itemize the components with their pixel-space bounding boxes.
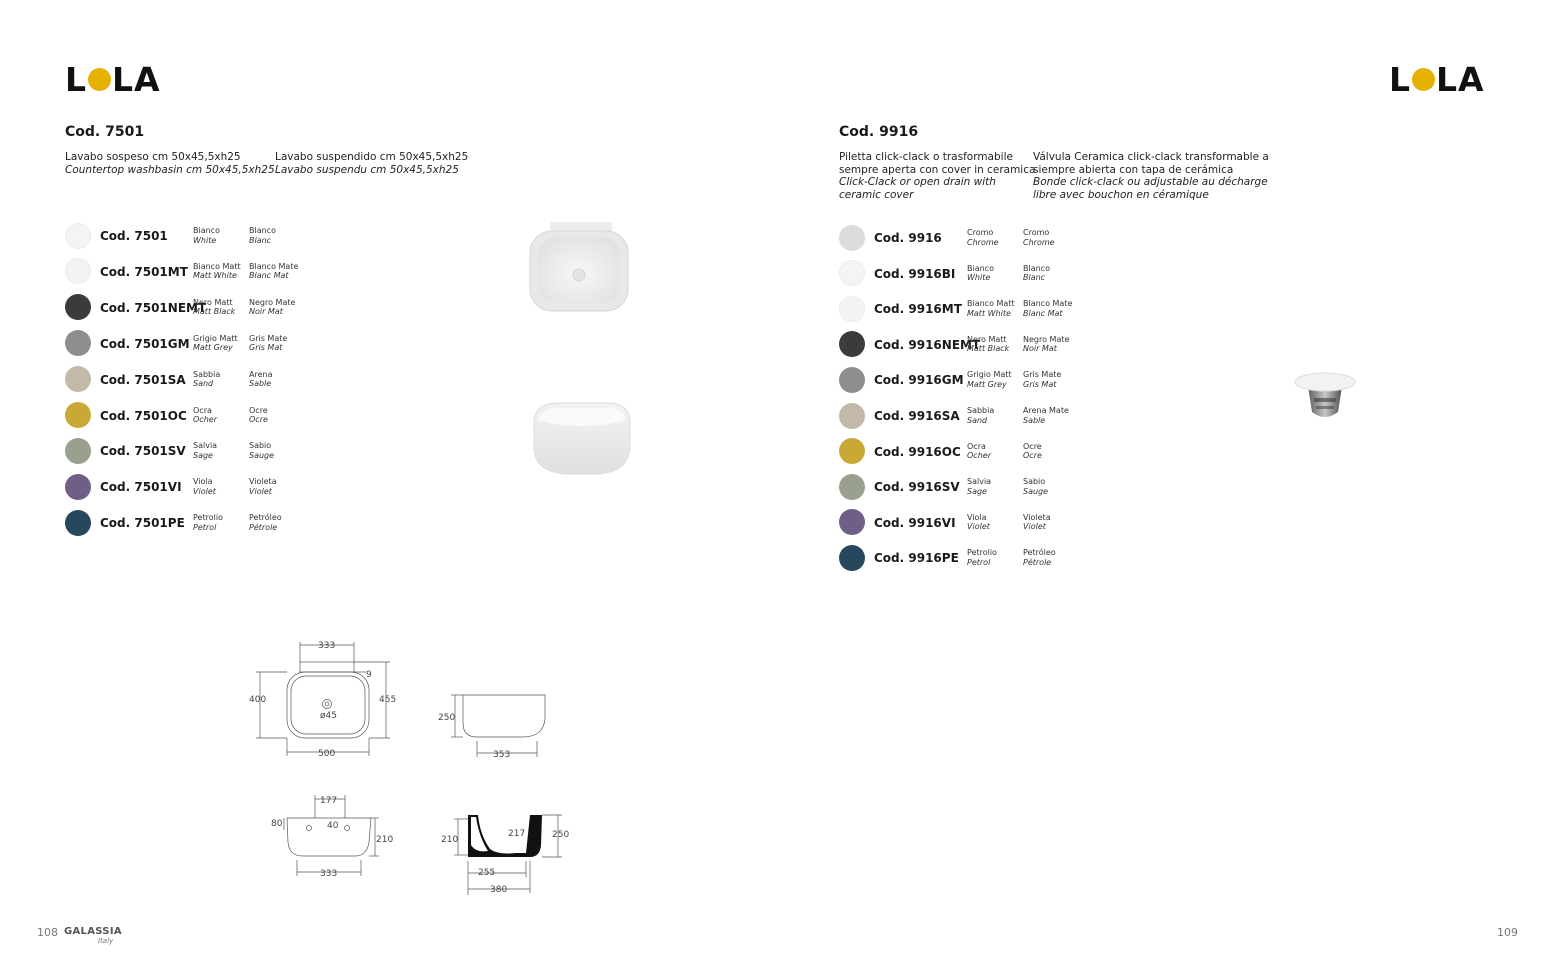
logo-ring-icon bbox=[1412, 68, 1435, 91]
dim-right-height: 455 bbox=[379, 695, 397, 705]
color-row bbox=[839, 473, 1129, 500]
color-name-es-fr: Gris Mate Gris Mat bbox=[1023, 370, 1062, 389]
drain-image bbox=[1292, 368, 1358, 426]
dim-back-left: 80 bbox=[271, 819, 283, 829]
color-swatch bbox=[839, 331, 865, 357]
color-name-it-en: Bianco Matt Matt White bbox=[193, 261, 241, 281]
dim-back-right: 210 bbox=[376, 835, 394, 845]
color-code: Cod. 9916PE bbox=[874, 551, 959, 566]
color-name-es-fr: Gris Mate Gris Mat bbox=[249, 333, 288, 353]
color-name-it-en: Sabbia Sand bbox=[193, 369, 221, 389]
color-name-it-en: Bianco Matt Matt White bbox=[967, 299, 1015, 318]
color-name-it-en: Nero Matt Matt Black bbox=[967, 334, 1010, 354]
color-swatch bbox=[65, 258, 91, 284]
color-row bbox=[65, 509, 355, 536]
color-swatch bbox=[839, 367, 865, 393]
color-name-it-en: Grigio Matt Matt Grey bbox=[193, 333, 238, 353]
washbasin-side-image bbox=[526, 398, 636, 480]
color-swatch bbox=[65, 474, 91, 500]
color-swatch bbox=[65, 438, 91, 464]
color-row bbox=[839, 260, 1129, 287]
brand-name: GALASSIA bbox=[64, 926, 122, 937]
color-row bbox=[65, 258, 355, 285]
color-code: Cod. 7501VI bbox=[100, 480, 182, 495]
color-row bbox=[839, 438, 1129, 465]
technical-drawing-side bbox=[435, 685, 555, 765]
color-row bbox=[839, 509, 1129, 536]
dim-sec-bottom-1: 255 bbox=[478, 868, 496, 878]
page-number-left: 108 bbox=[37, 926, 58, 939]
color-row bbox=[65, 437, 355, 464]
page-number-right: 109 bbox=[1497, 926, 1518, 939]
color-code: Cod. 9916GM bbox=[874, 373, 964, 388]
lola-logo-right: L LA bbox=[1389, 60, 1485, 99]
dim-sec-bottom-2: 380 bbox=[490, 885, 508, 895]
technical-drawing-section bbox=[438, 805, 573, 897]
color-row bbox=[65, 402, 355, 429]
color-row bbox=[65, 366, 355, 393]
dim-sec-left: 210 bbox=[441, 835, 459, 845]
color-code: Cod. 7501NEMT bbox=[100, 300, 207, 315]
color-name-es-fr: Ocre Ocre bbox=[249, 405, 268, 424]
left-desc-col1: Lavabo sospeso cm 50x45,5xh25 Countertop washbasin cm 50x45,5xh25 bbox=[65, 151, 275, 176]
color-name-es-fr: Sabio Sauge bbox=[249, 441, 275, 460]
color-code: Cod. 9916 bbox=[874, 231, 942, 245]
dim-drain: ø45 bbox=[320, 711, 337, 721]
color-swatch bbox=[839, 545, 865, 571]
color-swatch bbox=[839, 509, 865, 535]
color-name-es-fr: Sabio Sauge bbox=[1023, 477, 1049, 496]
left-code-title: Cod. 7501 bbox=[65, 124, 145, 140]
color-name-es-fr: Arena Sable bbox=[249, 369, 273, 389]
color-code: Cod. 7501MT bbox=[100, 264, 188, 279]
right-desc-col2: Válvula Ceramica click-clack transformable a siempre abierta con tapa de cerámica Bonde click-clack ou adjustable au décharge libre avec bouchon en céramique bbox=[1033, 151, 1269, 201]
color-swatch bbox=[65, 330, 91, 356]
dim-back-top: 177 bbox=[320, 796, 338, 806]
color-code: Cod. 9916SV bbox=[874, 480, 960, 495]
color-name-es-fr: Violeta Violet bbox=[1023, 512, 1051, 532]
brand-subtitle: Italy bbox=[98, 937, 114, 945]
dim-side-width: 353 bbox=[493, 750, 511, 760]
color-name-it-en: Salvia Sage bbox=[967, 477, 992, 496]
right-code-title: Cod. 9916 bbox=[839, 124, 919, 140]
color-code: Cod. 9916NEMT bbox=[874, 337, 981, 352]
color-code: Cod. 7501PE bbox=[100, 516, 185, 531]
color-name-es-fr: Cromo Chrome bbox=[1023, 228, 1055, 247]
color-swatch bbox=[65, 402, 91, 428]
color-row bbox=[65, 294, 355, 321]
color-code: Cod. 7501SA bbox=[100, 372, 186, 387]
color-row bbox=[839, 544, 1129, 571]
color-swatch bbox=[65, 294, 91, 320]
color-name-it-en: Petrolio Petrol bbox=[193, 513, 223, 532]
color-row bbox=[839, 366, 1129, 393]
dim-sec-mid: 217 bbox=[508, 829, 526, 839]
color-name-it-en: Bianco White bbox=[967, 263, 994, 283]
color-code: Cod. 7501OC bbox=[100, 408, 187, 423]
color-name-it-en: Petrolio Petrol bbox=[967, 548, 997, 567]
right-desc-col1: Piletta click-clack o trasformabile sempre aperta con cover in ceramica Click-Clack or open drain with ceramic cover bbox=[839, 151, 1036, 201]
color-name-it-en: Grigio Matt Matt Grey bbox=[967, 370, 1012, 389]
color-row bbox=[839, 224, 1129, 251]
color-row bbox=[839, 331, 1129, 358]
lola-logo-left: L LA bbox=[65, 60, 161, 99]
dim-sec-right: 250 bbox=[552, 830, 570, 840]
dim-left-height: 400 bbox=[249, 695, 267, 705]
color-name-it-en: Bianco White bbox=[193, 226, 220, 245]
logo-ring-icon bbox=[88, 68, 111, 91]
color-name-es-fr: Negro Mate Noir Mat bbox=[1023, 334, 1070, 354]
color-name-es-fr: Violeta Violet bbox=[249, 477, 277, 496]
technical-drawing-top bbox=[240, 632, 410, 762]
color-swatch bbox=[65, 510, 91, 536]
color-name-it-en: Salvia Sage bbox=[193, 441, 218, 460]
color-name-es-fr: Negro Mate Noir Mat bbox=[249, 297, 296, 317]
color-name-it-en: Ocra Ocher bbox=[967, 441, 991, 461]
color-name-es-fr: Blanco Blanc bbox=[1023, 263, 1050, 283]
technical-drawing-back bbox=[265, 790, 400, 882]
color-row bbox=[65, 473, 355, 500]
color-code: Cod. 9916OC bbox=[874, 444, 961, 459]
color-name-es-fr: Blanco Blanc bbox=[249, 226, 276, 245]
color-swatch bbox=[839, 438, 865, 464]
washbasin-top-image bbox=[524, 218, 634, 316]
color-swatch bbox=[839, 403, 865, 429]
color-code: Cod. 9916MT bbox=[874, 302, 962, 317]
dim-back-mid: 40 bbox=[327, 821, 339, 831]
color-code: Cod. 7501SV bbox=[100, 444, 186, 459]
dim-side-height: 250 bbox=[438, 713, 456, 723]
color-name-it-en: Ocra Ocher bbox=[193, 405, 217, 424]
left-desc-col2: Lavabo suspendido cm 50x45,5xh25 Lavabo suspendu cm 50x45,5xh25 bbox=[275, 151, 469, 176]
color-name-es-fr: Petróleo Pétrole bbox=[1023, 548, 1056, 567]
color-swatch bbox=[839, 225, 865, 251]
color-name-it-en: Sabbia Sand bbox=[967, 406, 995, 425]
color-swatch bbox=[65, 366, 91, 392]
color-row bbox=[65, 330, 355, 357]
color-row bbox=[839, 402, 1129, 429]
color-swatch bbox=[839, 474, 865, 500]
color-code: Cod. 7501 bbox=[100, 229, 168, 243]
color-code: Cod. 7501GM bbox=[100, 336, 190, 351]
dim-right-gap: 9 bbox=[366, 670, 372, 680]
color-code: Cod. 9916BI bbox=[874, 266, 956, 281]
color-name-es-fr: Ocre Ocre bbox=[1023, 441, 1042, 461]
color-name-es-fr: Blanco Mate Blanc Mat bbox=[249, 261, 299, 281]
color-row bbox=[65, 222, 355, 249]
color-name-it-en: Cromo Chrome bbox=[967, 228, 999, 247]
dim-back-bottom: 333 bbox=[320, 869, 338, 879]
color-swatch bbox=[839, 296, 865, 322]
dim-bottom-width: 500 bbox=[318, 749, 336, 759]
dim-top-width: 333 bbox=[318, 641, 336, 651]
color-name-it-en: Viola Violet bbox=[967, 512, 990, 532]
color-code: Cod. 9916SA bbox=[874, 409, 960, 423]
color-row bbox=[839, 295, 1129, 322]
color-swatch bbox=[65, 223, 91, 249]
color-name-es-fr: Petróleo Pétrole bbox=[249, 513, 282, 532]
color-name-es-fr: Blanco Mate Blanc Mat bbox=[1023, 299, 1073, 318]
color-code: Cod. 9916VI bbox=[874, 515, 956, 530]
color-name-it-en: Viola Violet bbox=[193, 477, 216, 496]
color-name-it-en: Nero Matt Matt Black bbox=[193, 297, 236, 317]
color-name-es-fr: Arena Mate Sable bbox=[1023, 406, 1069, 425]
color-swatch bbox=[839, 260, 865, 286]
